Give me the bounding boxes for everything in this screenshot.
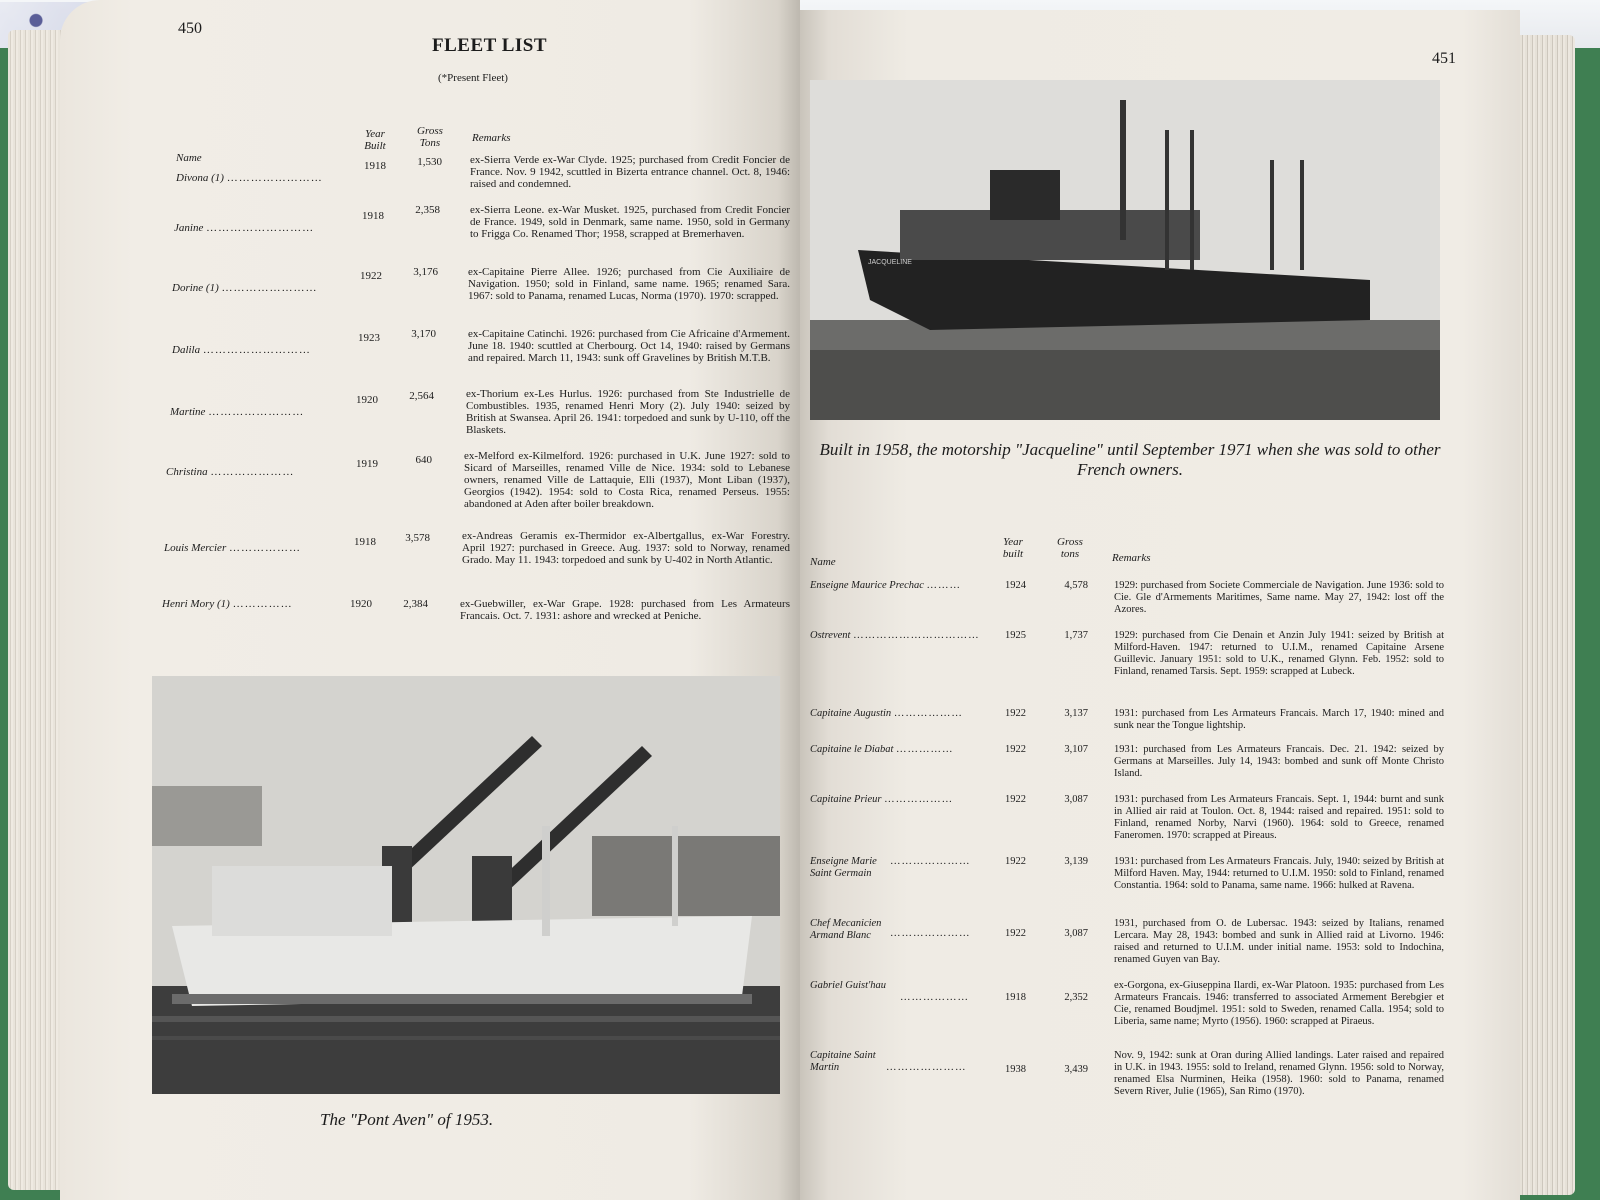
ship-name: Martine xyxy=(170,406,206,418)
year-built: 1922 xyxy=(360,270,382,282)
table-row xyxy=(800,856,1520,912)
ship-name: Louis Mercier xyxy=(164,542,227,554)
year-built: 1938 xyxy=(1005,1064,1026,1075)
col-header-year-right: Year built xyxy=(1002,536,1024,560)
col-header-name-right: Name xyxy=(810,556,836,568)
ship-name: Enseigne Maurice Prechac xyxy=(810,580,924,591)
table-row: Ostrevent …………………………… 1925 1,737 1929: purchased from Cie Denain et Anzin July 1941: seized by British at Milford-Haven. 1947: returned to U.I.M., renamed Capitaine Arsene Guillevic. January 1951: sold to U.K., renamed Glynn. Feb. 1952: sold to Finland, renamed Tarsis. Sept. 1959: scrapped at Lubeck. xyxy=(810,630,1444,677)
year-built: 1925 xyxy=(1005,630,1026,641)
year-built: 1920 xyxy=(350,598,372,610)
ship-name: Ostrevent xyxy=(810,630,851,641)
gross-tons: 3,170 xyxy=(411,328,436,340)
ship-name: Christina xyxy=(166,466,208,478)
gross-tons: 3,087 xyxy=(1064,794,1088,805)
year-built: 1922 xyxy=(1005,708,1026,719)
remarks: 1931: purchased from Les Armateurs Francais. March 17, 1940: mined and sunk near the Tongue lightship. xyxy=(1114,708,1444,731)
leader-dots: ………………… xyxy=(890,856,971,867)
year-built: 1918 xyxy=(364,160,386,172)
gross-tons: 1,737 xyxy=(1064,630,1088,641)
ship-name: Divona (1) xyxy=(176,172,224,184)
remarks: ex-Gorgona, ex-Giuseppina Ilardi, ex-War Platoon. 1935: purchased from Les Armateurs Francais. 1946: transferred to associated Armement Berebgier et Cie, renamed Boudjmel. 1951: sold to Sweden, renamed Calla. 1954; sold to Liberia, same name; Myrto (1956). 1960: scrapped at Piraeus. xyxy=(1114,980,1444,1027)
ship-name: Chef Mecanicien Armand Blanc xyxy=(810,918,882,941)
photo-caption-right: Built in 1958, the motorship "Jacqueline" until September 1971 when she was sold to other French owners. xyxy=(819,440,1441,479)
gross-tons: 1,530 xyxy=(417,156,442,168)
col-header-name: Name xyxy=(176,152,202,164)
table-row xyxy=(800,918,1520,974)
remarks: 1931: purchased from Les Armateurs Francais. Sept. 1, 1944: burnt and sunk in Allied air raid at Toulon. Oct. 8, 1944: raised and repaired. 1951: sold to Finland, renamed Norby, Narvi (1960). 1964: sold to Greece, renamed Faneromen. 1970: scrapped at Pireaus. xyxy=(1114,794,1444,841)
col-header-remarks-right: Remarks xyxy=(1112,552,1151,564)
year-built: 1923 xyxy=(358,332,380,344)
photo-caption-left: The "Pont Aven" of 1953. xyxy=(320,1110,494,1129)
table-row: Martine …………………… 1920 2,564 ex-Thorium ex-Les Hurlus. 1926: purchased from Ste Industrielle de Combustibles. 1935, renamed Henri Mory (2). July 1940: seized by British at Swansea. April 26. 1941: torpedoed and sunk by U-110, off the Blaskets. xyxy=(170,388,790,436)
hull-lettering: JACQUELINE xyxy=(868,259,912,266)
year-built: 1918 xyxy=(354,536,376,548)
table-row: Capitaine le Diabat …………… 1922 3,107 1931: purchased from Les Armateurs Francais. Dec. 21. 1942: seized by Germans at Marseilles. July 14, 1943: bombed and sunk off Monte Christo Island. xyxy=(810,744,1444,779)
gross-tons: 2,352 xyxy=(1064,992,1088,1003)
ship-name: Capitaine Prieur xyxy=(810,794,882,805)
table-row: Capitaine Augustin ……………… 1922 3,137 1931: purchased from Les Armateurs Francais. March 17, 1940: mined and sunk near the Tongue lightship. xyxy=(810,708,1444,731)
year-built: 1920 xyxy=(356,394,378,406)
gross-tons: 4,578 xyxy=(1064,580,1088,591)
leader-dots: ………………… xyxy=(890,928,971,939)
gross-tons: 3,137 xyxy=(1064,708,1088,719)
leader-dots: ………………… xyxy=(886,1062,967,1073)
remarks: ex-Andreas Geramis ex-Thermidor ex-Albertgallus, ex-War Forestry. April 1927: purchased in Greece. Aug. 1937: sold to Norway, renamed Grado. May 11. 1943: torpedoed and sunk by U-402 in North Atlantic. xyxy=(462,530,790,566)
remarks: 1931, purchased from O. de Lubersac. 1943: seized by Italians, renamed Lercara. May 28, 1943: bombed and sunk in Allied raid at Livorno. 1946: raised and returned to U.I.M. under initial name. 1953: sold to Indochina, renamed Guyen van Bay. xyxy=(1114,918,1444,965)
table-row: Capitaine Prieur ……………… 1922 3,087 1931: purchased from Les Armateurs Francais. Sept. 1, 1944: burnt and sunk in Allied air raid at Toulon. Oct. 8, 1944: raised and repaired. 1951: sold to Finland, renamed Norby, Narvi (1960). 1964: sold to Greece, renamed Faneromen. 1970: scrapped at Pireaus. xyxy=(810,794,1444,841)
ship-name: Capitaine Saint Martin xyxy=(810,1050,876,1073)
year-built: 1922 xyxy=(1005,744,1026,755)
jacqueline-illustration xyxy=(810,80,1440,420)
gross-tons: 3,107 xyxy=(1064,744,1088,755)
remarks: ex-Capitaine Pierre Allee. 1926; purchased from Cie Auxiliaire de Navigation. 1950; sold in Finland, same name. 1965; renamed Sara. 1967: sold to Panama, renamed Lucas, Norma (1970). 1970: scrapped. xyxy=(468,266,790,302)
col-header-tons-right: Gross tons xyxy=(1057,536,1083,560)
ship-name: Capitaine Augustin xyxy=(810,708,892,719)
year-built: 1922 xyxy=(1005,856,1026,867)
table-row: Janine ……………………… 1918 2,358 ex-Sierra Leone. ex-War Musket. 1925, purchased from Credit Foncier de France. 1949, sold in Denmark, same name. 1950, sold in Germany to Frigga Co. Renamed Thor; 1958, scrapped at Bremerhaven. xyxy=(174,204,790,240)
remarks: ex-Sierra Verde ex-War Clyde. 1925; purchased from Credit Foncier de France. Nov. 9 1942, scuttled in Bizerta entrance channel. Oct. 8, 1946: raised and condemned. xyxy=(470,154,790,190)
gross-tons: 3,439 xyxy=(1064,1064,1088,1075)
ship-name: Enseigne Marie Saint Germain xyxy=(810,856,877,879)
remarks: 1929: purchased from Cie Denain et Anzin July 1941: seized by British at Milford-Haven. 1947: returned to U.I.M., renamed Capitaine Arsene Guillevic. January 1951: sold to U.K., renamed Glynn. Feb. 1952: sold to Finland, renamed Tarsis. Sept. 1959: scrapped at Lubeck. xyxy=(1114,630,1444,677)
year-built: 1919 xyxy=(356,458,378,470)
table-row: Dalila ……………………… 1923 3,170 ex-Capitaine Catinchi. 1926: purchased from Cie Africaine d'Armement. June 18. 1940: scuttled at Cherbourg. Oct 14, 1940: raised by Germans and repaired. March 11, 1943: sunk off Gravelines by British M.T.B. xyxy=(172,328,790,364)
gross-tons: 3,087 xyxy=(1064,928,1088,939)
ship-name: Henri Mory (1) xyxy=(162,598,230,610)
leader-dots: ……………… xyxy=(900,992,969,1003)
gross-tons: 3,176 xyxy=(413,266,438,278)
ship-name: Janine xyxy=(174,222,204,234)
right-page xyxy=(800,10,1520,1200)
table-row: Dorine (1) …………………… 1922 3,176 ex-Capitaine Pierre Allee. 1926; purchased from Cie Auxiliaire de Navigation. 1950; sold in Finland, same name. 1965; renamed Sara. 1967: sold to Panama, renamed Lucas, Norma (1970). 1970: scrapped. xyxy=(172,266,790,302)
remarks: ex-Sierra Leone. ex-War Musket. 1925, purchased from Credit Foncier de France. 1949, sold in Denmark, same name. 1950, sold in Germany to Frigga Co. Renamed Thor; 1958, scrapped at Bremerhaven. xyxy=(470,204,790,240)
remarks: ex-Capitaine Catinchi. 1926: purchased from Cie Africaine d'Armement. June 18. 1940: scuttled at Cherbourg. Oct 14, 1940: raised by Germans and repaired. March 11, 1943: sunk off Gravelines by British M.T.B. xyxy=(468,328,790,364)
page-title: FLEET LIST xyxy=(432,35,548,56)
year-built: 1922 xyxy=(1005,928,1026,939)
year-built: 1924 xyxy=(1005,580,1026,591)
year-built: 1918 xyxy=(1005,992,1026,1003)
remarks: ex-Guebwiller, ex-War Grape. 1928: purchased from Les Armateurs Francais. Oct. 7. 1931: ashore and wrecked at Peniche. xyxy=(460,598,790,622)
ship-name: Gabriel Guist'hau xyxy=(810,980,887,991)
remarks: ex-Melford ex-Kilmelford. 1926: purchased in U.K. June 1927: sold to Sicard of Marseilles, renamed Ville de Nice. 1934: sold to Lebanese owners, renamed Ville de Lattaquie, Elli (1937), Mont Liban (1937), Georgios (1942). 1954: sold to Costa Rica, renamed Perseus. 1955: abandoned at Aden after boiler breakdown. xyxy=(464,450,790,510)
gross-tons: 2,358 xyxy=(415,204,440,216)
remarks: 1931: purchased from Les Armateurs Francais. July, 1940: seized by British at Milford Haven. May, 1944: returned to U.I.M. 1950: sold to Finland, renamed Constantia. 1964: sold to Panama, same name. 1966: hulked at Ravena. xyxy=(1114,856,1444,891)
remarks: 1931: purchased from Les Armateurs Francais. Dec. 21. 1942: seized by Germans at Marseilles. July 14, 1943: bombed and sunk off Monte Christo Island. xyxy=(1114,744,1444,779)
table-row xyxy=(800,980,1520,1042)
table-row: Louis Mercier ……………… 1918 3,578 ex-Andreas Geramis ex-Thermidor ex-Albertgallus, ex-War Forestry. April 1927: purchased in Greece. Aug. 1937: sold to Norway, renamed Grado. May 11. 1943: torpedoed and sunk by U-402 in North Atlantic. xyxy=(164,530,790,566)
gross-tons: 2,384 xyxy=(403,598,428,610)
gross-tons: 3,578 xyxy=(405,532,430,544)
ship-name: Capitaine le Diabat xyxy=(810,744,894,755)
remarks: 1929: purchased from Societe Commerciale de Navigation. June 1936: sold to Cie. Gle d'Armements Maritimes, Same name. May 27, 1942: lost off the Azores. xyxy=(1114,580,1444,615)
ship-photo-jacqueline xyxy=(810,80,1440,420)
col-header-year: Year Built xyxy=(364,128,386,152)
year-built: 1918 xyxy=(362,210,384,222)
table-row: Divona (1) …………………… 1918 1,530 ex-Sierra Verde ex-War Clyde. 1925; purchased from Credit Foncier de France. Nov. 9 1942, scuttled in Bizerta entrance channel. Oct. 8, 1946: raised and condemned. xyxy=(176,154,790,190)
table-row: Christina ………………… 1919 640 ex-Melford ex-Kilmelford. 1926: purchased in U.K. June 1927: sold to Sicard of Marseilles, renamed Ville de Nice. 1934: sold to Lebanese owners, renamed Ville de Lattaquie, Elli (1937), Mont Liban (1937), Georgios (1942). 1954: sold to Costa Rica, renamed Perseus. 1955: abandoned at Aden after boiler breakdown. xyxy=(166,450,790,510)
ship-photo-pont-aven xyxy=(152,676,780,1094)
remarks: ex-Thorium ex-Les Hurlus. 1926: purchased from Ste Industrielle de Combustibles. 1935, renamed Henri Mory (2). July 1940: seized by British at Swansea. April 26. 1941: torpedoed and sunk by U-110, off the Blaskets. xyxy=(466,388,790,436)
page-subtitle: (*Present Fleet) xyxy=(438,72,508,84)
table-row: Enseigne Maurice Prechac ……… 1924 4,578 1929: purchased from Societe Commerciale de Navigation. June 1936: sold to Cie. Gle d'Armements Maritimes, Same name. May 27, 1942: lost off the Azores. xyxy=(810,580,1444,615)
ship-name: Dalila xyxy=(172,344,201,356)
page-number-left: 450 xyxy=(178,20,202,37)
remarks: Nov. 9, 1942: sunk at Oran during Allied landings. Later raised and repaired in U.K. in 1943. 1955: sold to Ireland, renamed Glynn. 1956: sold to Norway, renamed Elsa Nurminen, Heika (1958). 1960: sold to Panama, renamed Severn River, Julie (1965), San Rimo (1970). xyxy=(1114,1050,1444,1097)
table-row xyxy=(800,1050,1520,1130)
left-page xyxy=(60,0,800,1200)
table-row: Henri Mory (1) …………… 1920 2,384 ex-Guebwiller, ex-War Grape. 1928: purchased from Les Armateurs Francais. Oct. 7. 1931: ashore and wrecked at Peniche. xyxy=(162,598,790,622)
pont-aven-illustration xyxy=(152,676,780,1094)
gross-tons: 3,139 xyxy=(1064,856,1088,867)
year-built: 1922 xyxy=(1005,794,1026,805)
page-number-right: 451 xyxy=(1432,50,1456,67)
ship-name: Dorine (1) xyxy=(172,282,219,294)
gross-tons: 640 xyxy=(415,454,432,466)
gross-tons: 2,564 xyxy=(409,390,434,402)
col-header-tons: Gross Tons xyxy=(417,125,443,149)
col-header-remarks: Remarks xyxy=(472,132,511,144)
